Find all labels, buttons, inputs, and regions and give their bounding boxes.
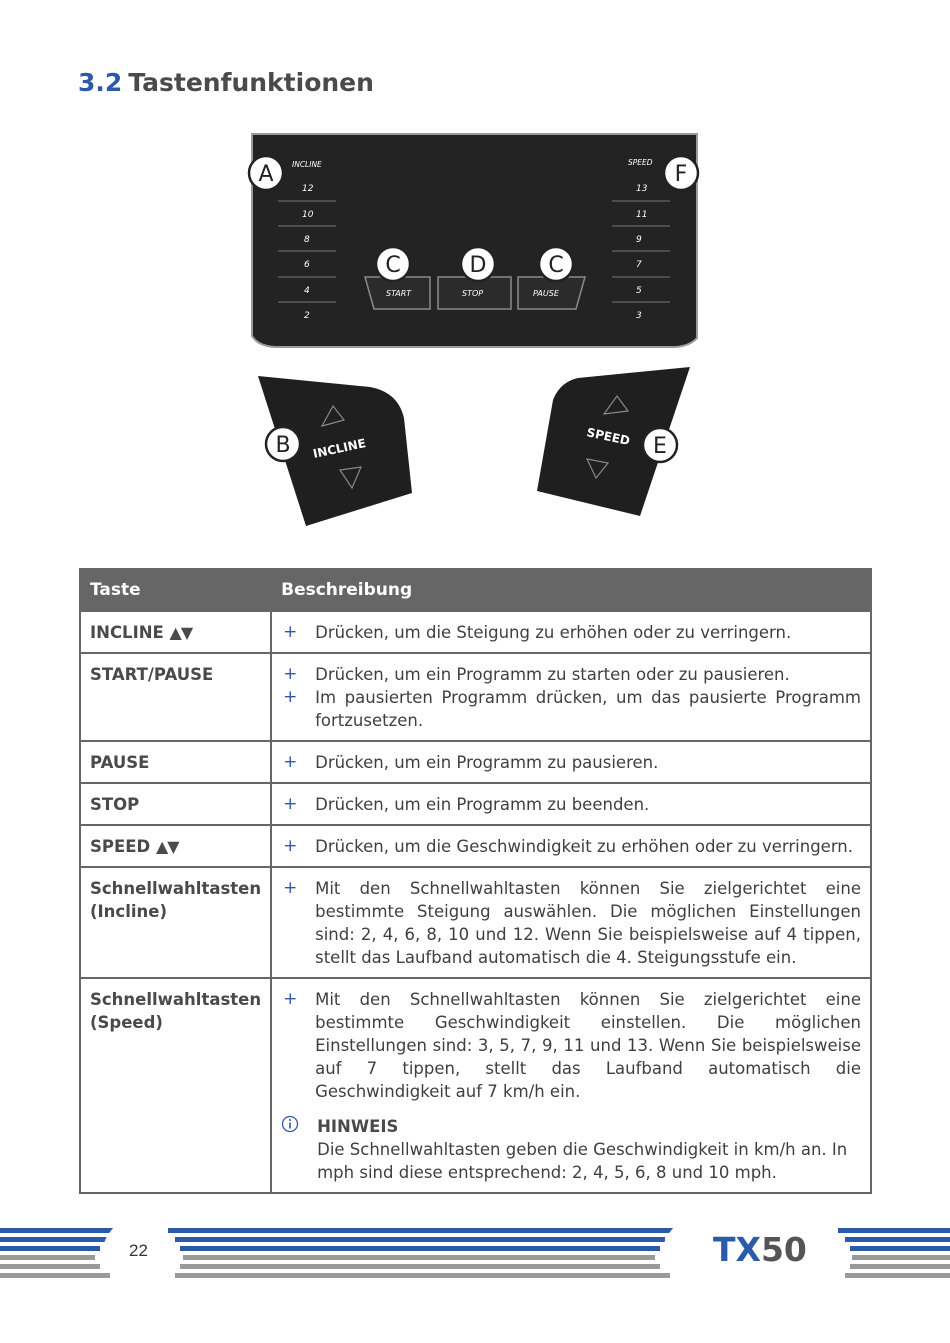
plus-icon: +	[283, 622, 298, 642]
key-cell: START/PAUSE	[80, 653, 271, 741]
speed-key-11[interactable]: 11	[636, 210, 648, 220]
table-row	[80, 867, 871, 978]
pause-button-label: PAUSE	[533, 289, 559, 298]
table-row	[80, 825, 871, 867]
speed-key-13[interactable]: 13	[636, 184, 648, 194]
incline-key-6[interactable]: 6	[304, 260, 310, 270]
table-row	[80, 653, 871, 741]
plus-icon: +	[283, 794, 298, 814]
plus-icon: +	[283, 836, 298, 856]
console-illustration	[0, 0, 950, 540]
callout-f-label: F	[674, 162, 688, 187]
desc-cell	[271, 825, 871, 867]
key-cell	[80, 978, 271, 1193]
key-name: Schnellwahltasten	[90, 990, 262, 1009]
desc-cell	[271, 611, 871, 653]
key-cell: STOP	[80, 783, 271, 825]
speed-panel-label: SPEED	[628, 158, 653, 167]
stop-button-label: STOP	[462, 289, 484, 298]
plus-icon: +	[283, 752, 298, 772]
speed-key-5[interactable]: 5	[636, 286, 642, 296]
callout-b-label: B	[275, 433, 291, 458]
description-text: Im pausierten Programm drücken, um das pausierte Programm fortzusetzen.	[315, 688, 861, 730]
incline-key-12[interactable]: 12	[302, 184, 314, 194]
header-taste: Taste	[80, 569, 271, 611]
table-row	[80, 783, 871, 825]
desc-cell	[271, 741, 871, 783]
desc-cell	[271, 978, 871, 1193]
incline-key-2[interactable]: 2	[304, 311, 310, 321]
note-box	[281, 1115, 861, 1184]
key-qualifier: (Incline)	[90, 902, 167, 921]
plus-icon: +	[283, 687, 298, 707]
incline-key-4[interactable]: 4	[304, 286, 310, 296]
incline-key-10[interactable]: 10	[302, 210, 314, 220]
start-button-label: START	[386, 289, 412, 298]
callout-e-label: E	[653, 434, 667, 459]
section-title: Tastenfunktionen	[128, 68, 374, 97]
callout-c-start-label: C	[385, 253, 401, 278]
description-text: Drücken, um ein Programm zu pausieren.	[315, 753, 659, 772]
stripe-band-right	[838, 1228, 950, 1278]
speed-pad-label: SPEED	[585, 425, 632, 449]
table-row	[80, 978, 871, 1193]
callout-a-label: A	[258, 162, 274, 187]
description-text: Drücken, um die Steigung zu erhöhen oder zu verringern.	[315, 623, 792, 642]
plus-icon: +	[283, 878, 298, 898]
description-text: Drücken, um ein Programm zu beenden.	[315, 795, 650, 814]
key-name: Schnellwahltasten	[90, 879, 262, 898]
key-functions-table	[79, 568, 872, 1194]
key-name: SPEED	[90, 837, 151, 856]
table-row	[80, 741, 871, 783]
desc-cell	[271, 783, 871, 825]
description-text: Drücken, um die Geschwindigkeit zu erhöhen oder zu verringern.	[315, 837, 854, 856]
info-icon	[281, 1115, 317, 1184]
callout-c-pause-label: C	[548, 253, 564, 278]
desc-cell	[271, 867, 871, 978]
key-cell	[80, 825, 271, 867]
note-text: Die Schnellwahltasten geben die Geschwindigkeit in km/h an. In mph sind diese entsprechend: 2, 4, 5, 6, 8 und 10 mph.	[317, 1140, 848, 1182]
key-cell	[80, 611, 271, 653]
table-header-row	[80, 569, 871, 611]
key-qualifier: (Speed)	[90, 1013, 163, 1032]
speed-key-3[interactable]: 3	[636, 311, 642, 321]
incline-key-8[interactable]: 8	[304, 235, 310, 245]
brand-prefix: TX	[713, 1230, 761, 1269]
brand-number: 50	[760, 1230, 807, 1269]
description-text: Mit den Schnellwahltasten können Sie zielgerichtet eine bestimmte Geschwindigkeit einstellen. Die möglichen Einstellungen sind: 3, 5, 7, 9, 11 und 13. Wenn Sie beispielsweise auf 7 tippen, stellt das Laufband automatisch die Geschwindigkeit auf 7 km/h ein.	[315, 990, 861, 1101]
incline-pad-label: INCLINE	[311, 436, 368, 461]
speed-key-9[interactable]: 9	[636, 235, 642, 245]
section-number: 3.2	[78, 68, 123, 97]
up-down-arrows-icon: ▲▼	[169, 623, 193, 642]
brand-logo	[713, 1230, 807, 1269]
speed-key-7[interactable]: 7	[636, 260, 642, 270]
key-name: INCLINE	[90, 623, 164, 642]
plus-icon: +	[283, 664, 298, 684]
description-text: Mit den Schnellwahltasten können Sie zielgerichtet eine bestimmte Steigung auswählen. Die möglichen Einstellungen sind: 2, 4, 6, 8, 10 und 12. Wenn Sie beispielsweise auf 4 tippen, stellt das Laufband automatisch die 4. Steigungsstufe ein.	[315, 879, 861, 967]
key-cell: PAUSE	[80, 741, 271, 783]
desc-cell	[271, 653, 871, 741]
key-cell	[80, 867, 271, 978]
note-title: HINWEIS	[317, 1117, 399, 1136]
header-beschreibung: Beschreibung	[271, 569, 871, 611]
stripe-band-middle	[168, 1228, 673, 1278]
callout-d-label: D	[469, 253, 487, 278]
plus-icon: +	[283, 989, 298, 1009]
up-down-arrows-icon: ▲▼	[155, 837, 179, 856]
incline-panel-label: INCLINE	[292, 160, 322, 169]
table-row	[80, 611, 871, 653]
description-text: Drücken, um ein Programm zu starten oder zu pausieren.	[315, 665, 790, 684]
stripe-band-left	[0, 1228, 120, 1278]
page-number: 22	[129, 1241, 148, 1260]
